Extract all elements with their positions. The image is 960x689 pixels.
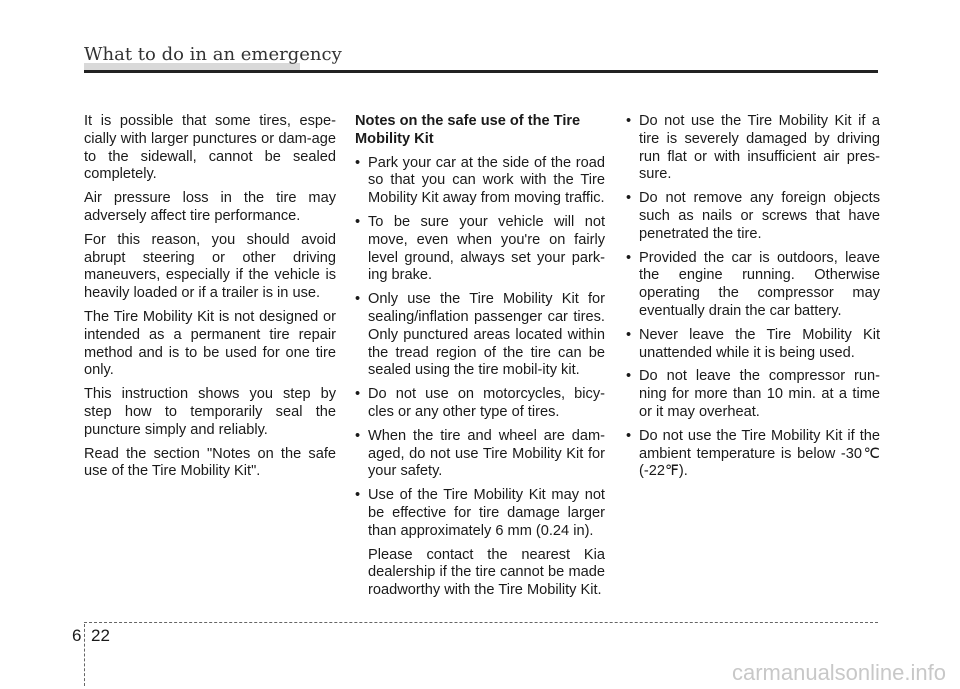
page-number: 22 (91, 626, 110, 645)
watermark: carmanualsonline.info (731, 660, 946, 685)
list-item-text: Only use the Tire Mobility Kit for sealing/inflation passenger car tires. Only punctured areas located within the tread region of the tire can be sealed using the tire mobil-ity kit. (368, 291, 605, 379)
list-item-text: Do not remove any foreign objects such as nails or screws that have penetrated the tire. (639, 190, 880, 242)
bullet-icon: • (355, 487, 361, 504)
list-item (355, 428, 605, 481)
list-item (355, 214, 605, 285)
list-item (626, 428, 880, 481)
column-notes (355, 113, 605, 606)
dealership-note: Please contact the nearest Kia dealership if the tire cannot be made roadworthy with the Tire Mobility Kit. (368, 546, 605, 599)
list-item (355, 291, 605, 380)
footer-divider (84, 624, 85, 686)
list-item (355, 155, 605, 208)
list-item (626, 250, 880, 321)
bullet-icon: • (626, 249, 632, 266)
list-item-text: Park your car at the side of the road so that you can work with the Tire Mobility Kit away from moving traffic. (368, 154, 605, 207)
list-item (626, 113, 880, 184)
bullet-icon: • (626, 326, 632, 343)
chapter-number: 6 (72, 626, 82, 645)
list-item (626, 368, 880, 421)
bullet-icon: • (355, 427, 361, 444)
bullet-icon: • (355, 213, 361, 230)
intro-paragraph: Read the section "Notes on the safe use of the Tire Mobility Kit". (84, 445, 336, 480)
section-title: What to do in an emergency (84, 44, 342, 65)
bullet-icon: • (626, 190, 632, 207)
intro-paragraph: For this reason, you should avoid abrupt steering or other driving maneuvers, especially if the vehicle is heavily loaded or if a trailer is in use. (84, 231, 336, 302)
list-item (626, 327, 880, 363)
intro-paragraph: It is possible that some tires, espe-cially with larger punctures or dam-age to the sidewall, cannot be sealed completely. (84, 113, 336, 183)
bullet-icon: • (355, 154, 361, 171)
bullet-icon: • (626, 368, 632, 385)
intro-paragraph: Air pressure loss in the tire may adversely affect tire performance. (84, 190, 336, 224)
list-item-text: To be sure your vehicle will not move, even when you're on fairly level ground, always set your park-ing brake. (368, 213, 605, 284)
list-item-text: Never leave the Tire Mobility Kit unattended while it is being used. (639, 326, 880, 361)
list-item-text: Do not leave the compressor run-ning for more than 10 min. at a time or it may overheat. (639, 368, 880, 420)
list-item-text: Do not use the Tire Mobility Kit if a tire is severely damaged by driving run flat or with insufficient air pres-sure. (639, 113, 880, 183)
header-rule (84, 70, 878, 73)
bullet-icon: • (355, 386, 361, 403)
intro-paragraph: This instruction shows you step by step how to temporarily seal the puncture simply and reliably. (84, 386, 336, 438)
footer-rule (84, 622, 878, 623)
notes-heading: Notes on the safe use of the Tire Mobility Kit (355, 113, 581, 147)
cautions-list (626, 113, 880, 481)
list-item-text: Do not use on motorcycles, bicy-cles or any other type of tires. (368, 386, 605, 420)
list-item (626, 190, 880, 243)
column-intro (84, 113, 336, 487)
bullet-icon: • (626, 113, 632, 129)
list-item-text: When the tire and wheel are dam-aged, do not use Tire Mobility Kit for your safety. (368, 427, 605, 480)
list-item-text: Do not use the Tire Mobility Kit if the ambient temperature is below -30℃ (-22℉). (639, 427, 880, 480)
bullet-icon: • (626, 427, 632, 444)
list-item (355, 386, 605, 422)
list-item (355, 487, 605, 540)
column-cautions (626, 113, 880, 487)
list-item-text: Provided the car is outdoors, leave the engine running. Otherwise operating the compressor may eventually drain the car battery. (639, 249, 880, 319)
intro-paragraph: The Tire Mobility Kit is not designed or intended as a permanent tire repair method and is to be used for one tire only. (84, 308, 336, 379)
list-item-text: Use of the Tire Mobility Kit may not be effective for tire damage larger than approximately 6 mm (0.24 in). (368, 487, 605, 539)
bullet-icon: • (355, 291, 361, 308)
notes-list (355, 155, 605, 541)
